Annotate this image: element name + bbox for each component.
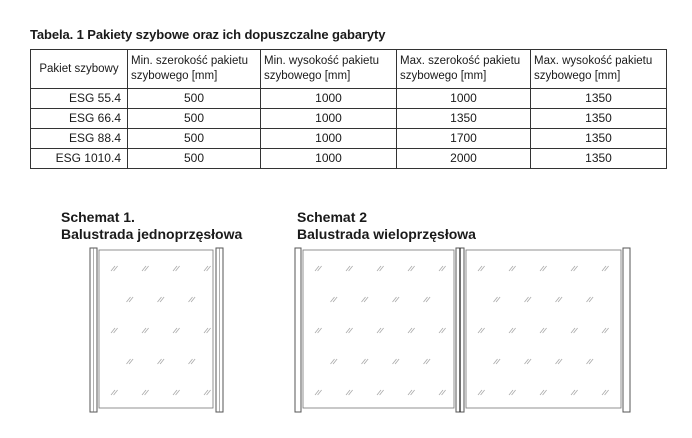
header-cell: Min. wysokość pakietu szybowego [mm] xyxy=(261,50,397,89)
table-cell: 1700 xyxy=(397,129,531,149)
table-cell: 1000 xyxy=(261,89,397,109)
table-row xyxy=(31,109,667,129)
table-cell: 500 xyxy=(128,109,261,129)
header-cell: Min. szerokość pakietu szybowego [mm] xyxy=(128,50,261,89)
middle-post xyxy=(456,248,464,412)
table-row xyxy=(31,129,667,149)
left-post xyxy=(90,248,97,412)
glass-panel-right xyxy=(466,250,621,408)
glass-panel-left xyxy=(303,250,454,408)
schema2-title: Schemat 2 xyxy=(297,209,368,225)
table-cell: 1000 xyxy=(397,89,531,109)
left-post xyxy=(295,248,301,412)
schema1-title: Schemat 1. xyxy=(61,209,135,225)
table-cell: 1350 xyxy=(531,89,667,109)
table-cell: 2000 xyxy=(397,149,531,169)
header-cell: Max. wysokość pakietu szybowego [mm] xyxy=(531,50,667,89)
table-cell: 1350 xyxy=(531,109,667,129)
table-row xyxy=(31,89,667,109)
table-cell: 500 xyxy=(128,89,261,109)
table-cell: 1000 xyxy=(261,129,397,149)
table-cell: 1350 xyxy=(531,129,667,149)
table-cell: 1000 xyxy=(261,109,397,129)
header-cell: Pakiet szybowy xyxy=(31,50,128,89)
table-cell: ESG 88.4 xyxy=(31,129,128,149)
schema2-drawing xyxy=(294,248,634,416)
table-cell: 500 xyxy=(128,149,261,169)
table-cell: 1350 xyxy=(531,149,667,169)
right-post xyxy=(623,248,630,412)
spec-table xyxy=(30,49,667,169)
table-cell: 1350 xyxy=(397,109,531,129)
table-title: Tabela. 1 Pakiety szybowe oraz ich dopuszczalne gabaryty xyxy=(30,27,386,42)
table-cell: 1000 xyxy=(261,149,397,169)
schema2-subtitle: Balustrada wieloprzęsłowa xyxy=(297,226,476,242)
table-row xyxy=(31,149,667,169)
table-cell: ESG 1010.4 xyxy=(31,149,128,169)
right-post xyxy=(216,248,223,412)
table-header-row xyxy=(31,50,667,89)
schema1-heading xyxy=(61,209,242,243)
schema1-drawing xyxy=(88,248,228,416)
schema2-heading xyxy=(297,209,476,243)
header-cell: Max. szerokość pakietu szybowego [mm] xyxy=(397,50,531,89)
table-cell: 500 xyxy=(128,129,261,149)
glass-panel xyxy=(99,250,213,408)
table-cell: ESG 55.4 xyxy=(31,89,128,109)
table-cell: ESG 66.4 xyxy=(31,109,128,129)
schema1-subtitle: Balustrada jednoprzęsłowa xyxy=(61,226,243,242)
